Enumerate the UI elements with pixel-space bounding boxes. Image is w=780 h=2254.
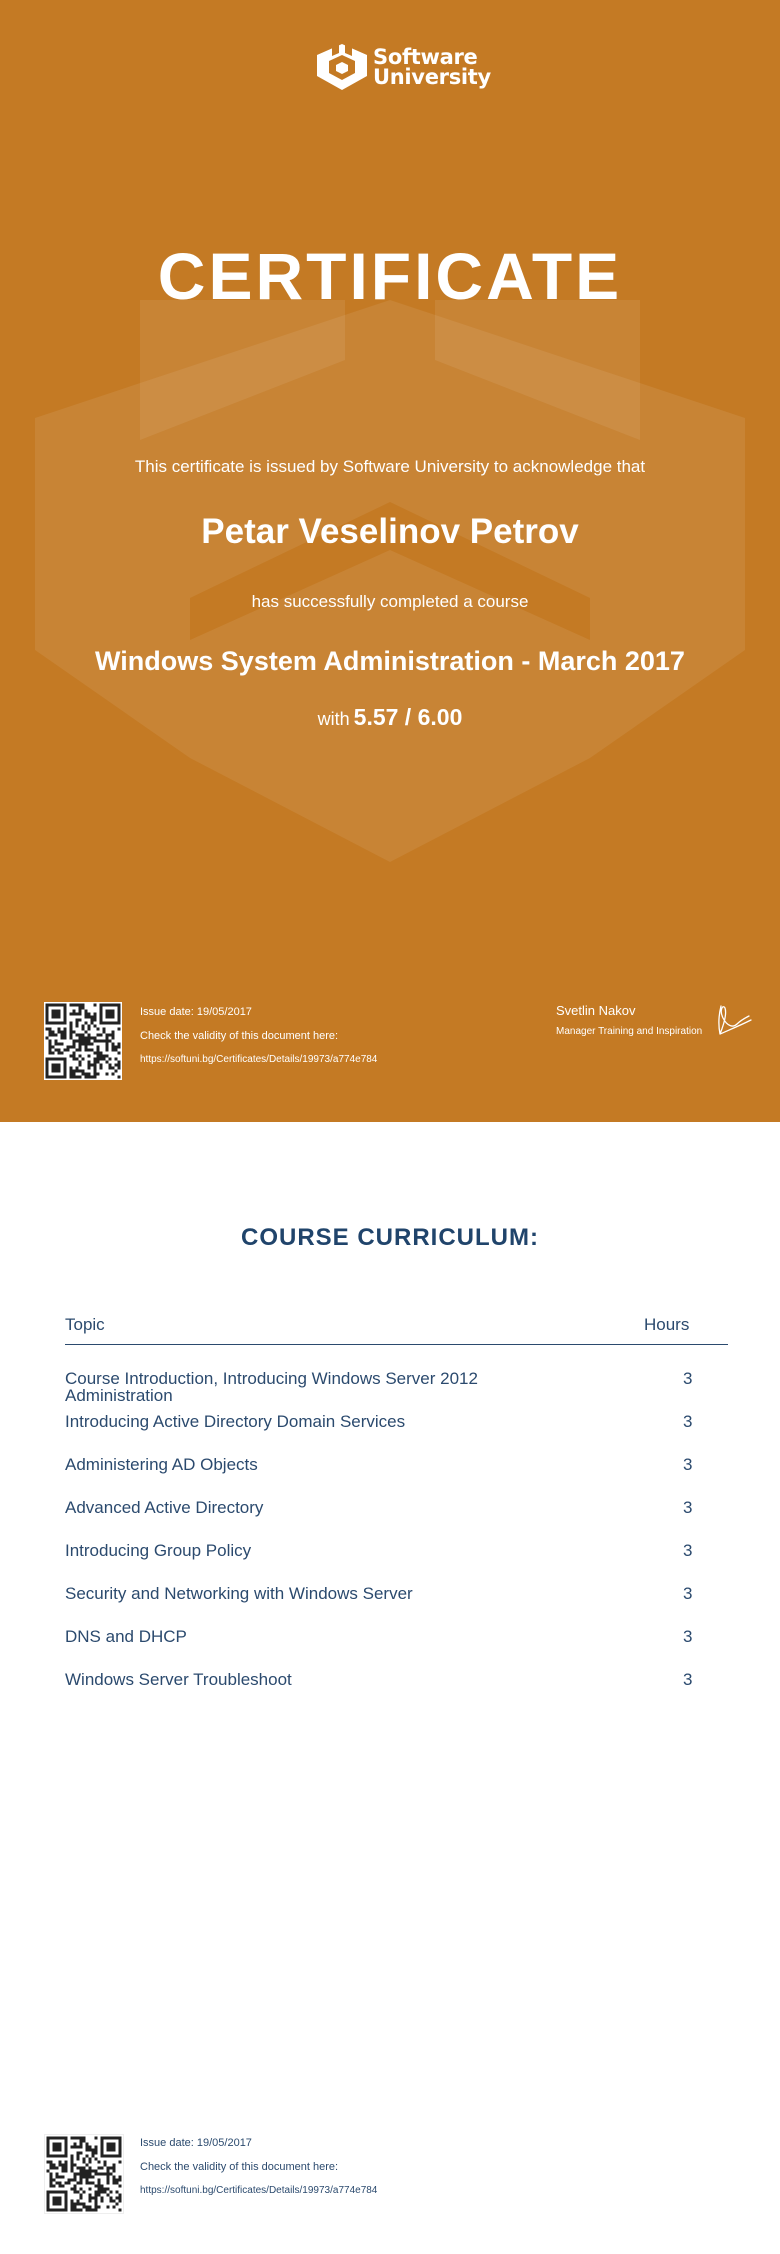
row-hours: 3 xyxy=(683,1369,693,1388)
grade-line xyxy=(0,704,780,731)
validity-text: Check the validity of this document here: xyxy=(140,2161,339,2173)
grade-prefix: with xyxy=(317,709,350,729)
table-row xyxy=(65,1456,728,1499)
completion-text: has successfully completed a course xyxy=(251,592,529,611)
signature-icon xyxy=(715,1004,755,1040)
watermark-logo-icon xyxy=(0,0,780,1122)
row-topic: Security and Networking with Windows Server xyxy=(65,1584,413,1603)
qr-code-graphic xyxy=(44,1002,122,1080)
row-hours: 3 xyxy=(683,1670,693,1689)
verification-block xyxy=(140,1005,377,1067)
verification-link[interactable]: https://softuni.bg/Certificates/Details/19973/a774e784 xyxy=(140,1054,378,1065)
recipient-name: Petar Veselinov Petrov xyxy=(201,512,579,551)
logo-text xyxy=(373,47,491,87)
row-topic: DNS and DHCP xyxy=(65,1627,187,1646)
software-university-logo xyxy=(315,42,491,92)
table-row xyxy=(65,1671,728,1714)
table-row xyxy=(65,1628,728,1671)
row-topic: Advanced Active Directory xyxy=(65,1498,264,1517)
certificate-intro: This certificate is issued by Software University to acknowledge that xyxy=(134,457,646,476)
row-topic: Administering AD Objects xyxy=(65,1455,258,1474)
course-name: Windows System Administration - March 2017 xyxy=(95,646,685,676)
row-hours: 3 xyxy=(683,1412,693,1431)
table-row xyxy=(65,1542,728,1585)
certificate-panel xyxy=(0,0,780,1122)
signer-name: Svetlin Nakov xyxy=(556,1003,636,1018)
qr-code-icon[interactable] xyxy=(44,1002,122,1080)
row-hours: 3 xyxy=(683,1498,693,1517)
validity-text: Check the validity of this document here: xyxy=(140,1030,339,1042)
row-topic: Introducing Group Policy xyxy=(65,1541,252,1560)
verification-block-footer xyxy=(140,2136,377,2198)
row-topic: Course Introduction, Introducing Windows Server 2012 Administration xyxy=(65,1369,478,1405)
grade-value: 5.57 / 6.00 xyxy=(353,704,463,730)
row-hours: 3 xyxy=(683,1584,693,1603)
row-hours: 3 xyxy=(683,1541,693,1560)
row-topic: Introducing Active Directory Domain Services xyxy=(65,1412,406,1431)
issue-date: Issue date: 19/05/2017 xyxy=(140,1006,252,1018)
verification-link[interactable]: https://softuni.bg/Certificates/Details/19973/a774e784 xyxy=(140,2185,378,2196)
logo-text-line1: Software xyxy=(373,45,478,69)
table-row xyxy=(65,1370,728,1413)
row-hours: 3 xyxy=(683,1627,693,1646)
table-row xyxy=(65,1585,728,1628)
issue-date: Issue date: 19/05/2017 xyxy=(140,2137,252,2149)
certificate-title: CERTIFICATE xyxy=(157,239,623,313)
qr-code-icon[interactable] xyxy=(44,2134,124,2214)
row-hours: 3 xyxy=(683,1455,693,1474)
signer-block xyxy=(556,1003,702,1037)
curriculum-title: COURSE CURRICULUM: xyxy=(241,1224,539,1251)
signer-role: Manager Training and Inspiration xyxy=(556,1026,703,1037)
row-topic: Windows Server Troubleshoot xyxy=(65,1670,292,1689)
logo-text-line2: University xyxy=(373,65,491,89)
logo-icon xyxy=(315,42,369,92)
header-divider xyxy=(65,1344,728,1345)
column-header-hours: Hours xyxy=(644,1315,690,1334)
column-header-topic: Topic xyxy=(65,1315,105,1334)
curriculum-table xyxy=(65,1370,728,1714)
table-row xyxy=(65,1499,728,1542)
table-row xyxy=(65,1413,728,1456)
qr-code-graphic xyxy=(45,2135,123,2213)
